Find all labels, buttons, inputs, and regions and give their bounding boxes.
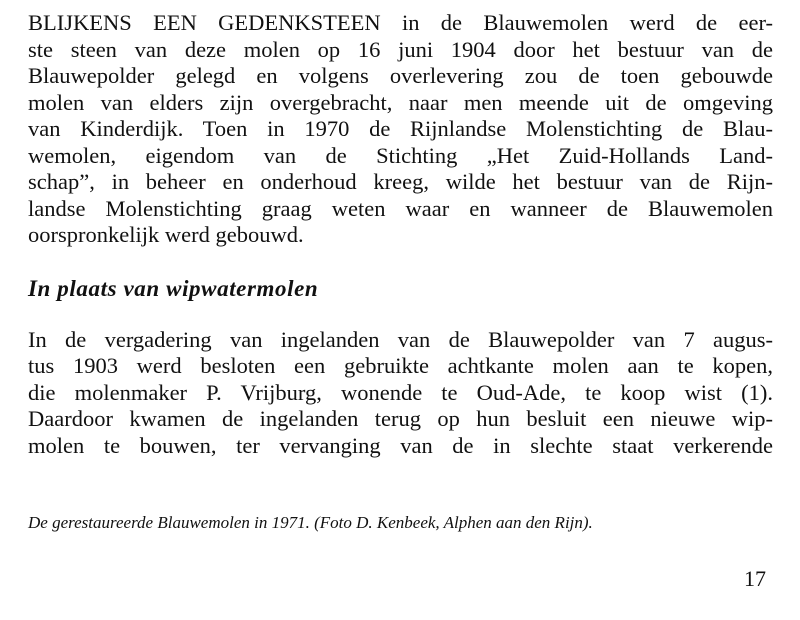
text-line: wemolen, eigendom van de Stichting „Het Zuid-Hollands Land- xyxy=(28,142,773,168)
text-line: oorspronkelijk werd gebouwd. xyxy=(28,222,304,247)
page-body xyxy=(28,10,773,459)
paragraph-intro xyxy=(28,10,773,249)
photo-caption: De gerestaureerde Blauwemolen in 1971. (Foto D. Kenbeek, Alphen aan den Rijn). xyxy=(28,513,593,532)
text-line: In de vergadering van ingelanden van de Blauwepolder van 7 augus- xyxy=(28,326,773,352)
text-line: Blauwepolder gelegd en volgens overlevering zou de toen gebouwde xyxy=(28,63,773,88)
text-line: schap”, in beheer en onderhoud kreeg, wilde het bestuur van de Rijn- xyxy=(28,169,773,194)
paragraph-meeting xyxy=(28,327,773,460)
text-line: BLIJKENS EEN GEDENKSTEEN in de Blauwemolen werd de eer- xyxy=(28,10,773,35)
text-line: die molenmaker P. Vrijburg, wonende te Oud-Ade, te koop wist (1). xyxy=(28,379,773,405)
text-line: ste steen van deze molen op 16 juni 1904 door het bestuur van de xyxy=(28,36,773,62)
text-line: molen van elders zijn overgebracht, naar men meende uit de omgeving xyxy=(28,89,773,115)
text-line: van Kinderdijk. Toen in 1970 de Rijnlandse Molenstichting de Blau- xyxy=(28,116,773,141)
text-line: tus 1903 werd besloten een gebruikte achtkante molen aan te kopen, xyxy=(28,353,773,378)
text-line: Daardoor kwamen de ingelanden terug op hun besluit een nieuwe wip- xyxy=(28,406,773,431)
page-number: 17 xyxy=(744,566,766,591)
section-heading: In plaats van wipwatermolen xyxy=(28,275,319,301)
text-line: molen te bouwen, ter vervanging van de in slechte staat verkerende xyxy=(28,432,773,458)
text-line: landse Molenstichting graag weten waar en wanneer de Blauwemolen xyxy=(28,195,773,221)
